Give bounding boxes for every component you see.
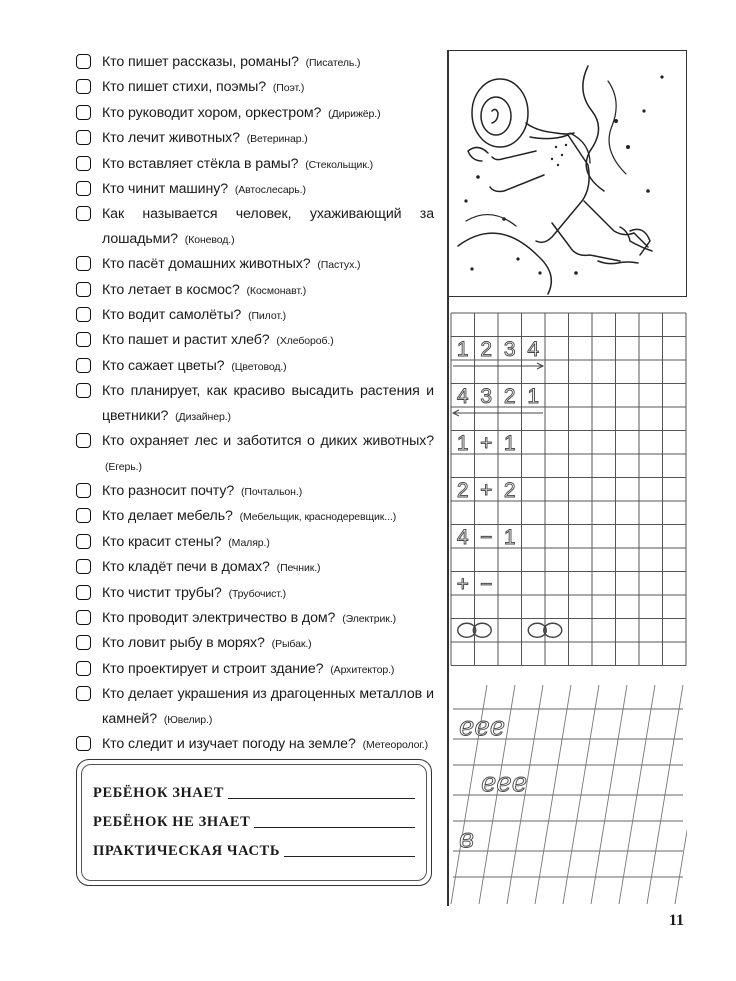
result-not-knows-line[interactable]: [254, 826, 415, 828]
question-answer: (Егерь.): [105, 460, 142, 473]
answer-checkbox[interactable]: [76, 383, 91, 398]
answer-checkbox[interactable]: [76, 736, 91, 751]
question-answer: (Печник.): [276, 562, 321, 575]
answer-checkbox[interactable]: [76, 686, 91, 701]
question-item: [76, 328, 434, 353]
question-item: [76, 202, 434, 252]
question-item: [76, 504, 434, 529]
question-answer: (Пилот.): [248, 310, 287, 323]
question-item: [76, 606, 434, 631]
answer-checkbox[interactable]: [76, 610, 91, 625]
question-answer: (Почтальон.): [240, 485, 303, 498]
grid-digit: 2: [503, 385, 516, 408]
question-text: Кто делает мебель?: [102, 508, 233, 525]
question-item: [76, 581, 434, 606]
grid-digit: 3: [480, 385, 493, 408]
grid-digit: 2: [456, 479, 469, 502]
result-practical-row: [93, 834, 415, 860]
result-not-knows-label: РЕБЁНОК НЕ ЗНАЕТ: [93, 814, 251, 830]
answer-checkbox[interactable]: [76, 433, 91, 448]
grid-digit: 2: [480, 338, 493, 361]
question-text: Кто пашет и растит хлеб?: [102, 332, 270, 349]
question-text: Кто вставляет стёкла в рамы?: [102, 155, 299, 172]
question-text: Кто планирует, как красиво высадить растения и цветники?: [102, 383, 434, 424]
question-text: Кто проводит электричество в дом?: [102, 609, 336, 626]
question-text: Кто красит стены?: [102, 533, 222, 550]
question-text: Кто водит самолёты?: [102, 307, 242, 324]
grid-digit: 1: [503, 526, 516, 549]
question-item: [76, 657, 434, 682]
question-item: [76, 126, 434, 151]
answer-checkbox[interactable]: [76, 534, 91, 549]
question-text: Кто пасёт домашних животных?: [102, 256, 311, 273]
question-item: [76, 177, 434, 202]
question-item: [76, 530, 434, 555]
result-not-knows-row: [93, 805, 415, 831]
copybook-sample: eee: [459, 712, 506, 742]
answer-checkbox[interactable]: [76, 559, 91, 574]
question-answer: (Коневод.): [184, 233, 235, 246]
question-item: [76, 429, 434, 479]
answer-checkbox[interactable]: [76, 635, 91, 650]
question-text: Кто разносит почту?: [102, 482, 235, 499]
question-answer: (Хлебороб.): [276, 335, 334, 348]
question-answer: (Автослесарь.): [234, 184, 306, 197]
answer-checkbox[interactable]: [76, 54, 91, 69]
question-text: Кто чинит машину?: [102, 181, 229, 198]
grid-digit: +: [456, 573, 469, 596]
grid-digit: +: [480, 479, 493, 502]
grid-digit: 3: [503, 338, 516, 361]
grid-digit: 1: [456, 432, 469, 455]
copybook-panel: [447, 683, 687, 906]
question-text: Кто пишет рассказы, романы?: [102, 54, 299, 70]
question-text: Кто делает украшения из драгоценных металлов и камней?: [102, 686, 434, 727]
question-answer: (Рыбак.): [271, 638, 312, 651]
question-item: [76, 152, 434, 177]
copybook-lines[interactable]: [447, 683, 687, 906]
math-grid[interactable]: [447, 309, 687, 679]
result-practical-line[interactable]: [284, 855, 415, 857]
diver-picture-panel: [447, 50, 687, 297]
question-item: [76, 50, 434, 75]
grid-digit: 2: [503, 479, 516, 502]
question-item: [76, 555, 434, 580]
question-answer: (Цветовод.): [231, 360, 287, 373]
answer-checkbox[interactable]: [76, 483, 91, 498]
question-item: [76, 682, 434, 732]
grid-digit: 4: [456, 385, 469, 408]
question-text: Кто летает в космос?: [102, 281, 240, 298]
answer-checkbox[interactable]: [76, 585, 91, 600]
question-answer: (Поэт.): [272, 82, 305, 95]
grid-digit: 1: [503, 432, 516, 455]
question-item: [76, 252, 434, 277]
grid-digit: 4: [527, 338, 540, 361]
question-item: [76, 354, 434, 379]
question-answer: (Метеоролог.): [362, 738, 429, 751]
copybook-sample: в: [459, 824, 475, 854]
question-item: [76, 631, 434, 656]
question-text: Кто руководит хором, оркестром?: [102, 104, 322, 121]
question-answer: (Дизайнер.): [175, 410, 231, 423]
question-answer: (Писатель.): [305, 57, 361, 69]
question-answer: (Стекольщик.): [305, 158, 374, 171]
question-item: [76, 379, 434, 429]
answer-checkbox[interactable]: [76, 508, 91, 523]
math-grid-panel: [447, 309, 687, 679]
grid-digit: 1: [527, 385, 540, 408]
answer-checkbox[interactable]: [76, 358, 91, 373]
questions-list: [76, 50, 434, 757]
result-knows-label: РЕБЁНОК ЗНАЕТ: [93, 785, 225, 801]
question-answer: (Мебельщик, краснодеревщик...): [239, 511, 397, 524]
copybook-sample: eee: [481, 768, 528, 798]
question-answer: (Дирижёр.): [328, 107, 381, 120]
question-item: [76, 278, 434, 303]
question-text: Кто пишет стихи, поэмы?: [102, 79, 267, 96]
answer-checkbox[interactable]: [76, 206, 91, 221]
question-answer: (Ветеринар.): [246, 133, 308, 146]
answer-checkbox[interactable]: [76, 156, 91, 171]
result-box: [76, 759, 432, 886]
question-item: [76, 101, 434, 126]
answer-checkbox[interactable]: [76, 332, 91, 347]
question-answer: (Архитектор.): [330, 663, 395, 676]
question-answer: (Маляр.): [228, 536, 270, 549]
question-text: Кто следит и изучает погоду на земле?: [102, 735, 356, 752]
question-item: [76, 479, 434, 504]
grid-digit: +: [480, 432, 493, 455]
question-item: [76, 75, 434, 100]
question-text: Кто проектирует и строит здание?: [102, 660, 324, 677]
question-item: [76, 303, 434, 328]
answer-checkbox[interactable]: [76, 105, 91, 120]
question-text: Кто охраняет лес и заботится о диких животных?: [102, 433, 434, 450]
answer-checkbox[interactable]: [76, 256, 91, 271]
grid-digit: −: [480, 526, 493, 549]
question-answer: (Электрик.): [342, 612, 396, 625]
question-answer: (Пастух.): [317, 259, 361, 272]
result-knows-line[interactable]: [228, 797, 415, 799]
question-answer: (Космонавт.): [246, 284, 307, 297]
answer-checkbox[interactable]: [76, 282, 91, 297]
question-text: Как называется человек, ухаживающий за лошадьми?: [102, 206, 434, 247]
diver-icon: [448, 51, 685, 295]
result-practical-label: ПРАКТИЧЕСКАЯ ЧАСТЬ: [93, 843, 281, 859]
question-item: [76, 732, 434, 757]
answer-checkbox[interactable]: [76, 181, 91, 196]
page-number: 11: [668, 912, 684, 929]
question-answer: (Трубочист.): [228, 587, 287, 600]
result-knows-row: [93, 776, 415, 802]
grid-digit: 1: [456, 338, 469, 361]
question-text: Кто сажает цветы?: [102, 357, 225, 374]
question-text: Кто кладёт печи в домах?: [102, 559, 270, 576]
answer-checkbox[interactable]: [76, 79, 91, 94]
question-text: Кто лечит животных?: [102, 130, 240, 147]
question-answer: (Ювелир.): [163, 713, 213, 726]
grid-digit: 4: [456, 526, 469, 549]
answer-checkbox[interactable]: [76, 307, 91, 322]
answer-checkbox[interactable]: [76, 130, 91, 145]
grid-digit: −: [480, 573, 493, 596]
answer-checkbox[interactable]: [76, 661, 91, 676]
question-text: Кто ловит рыбу в морях?: [102, 635, 265, 652]
question-text: Кто чистит трубы?: [102, 584, 222, 601]
